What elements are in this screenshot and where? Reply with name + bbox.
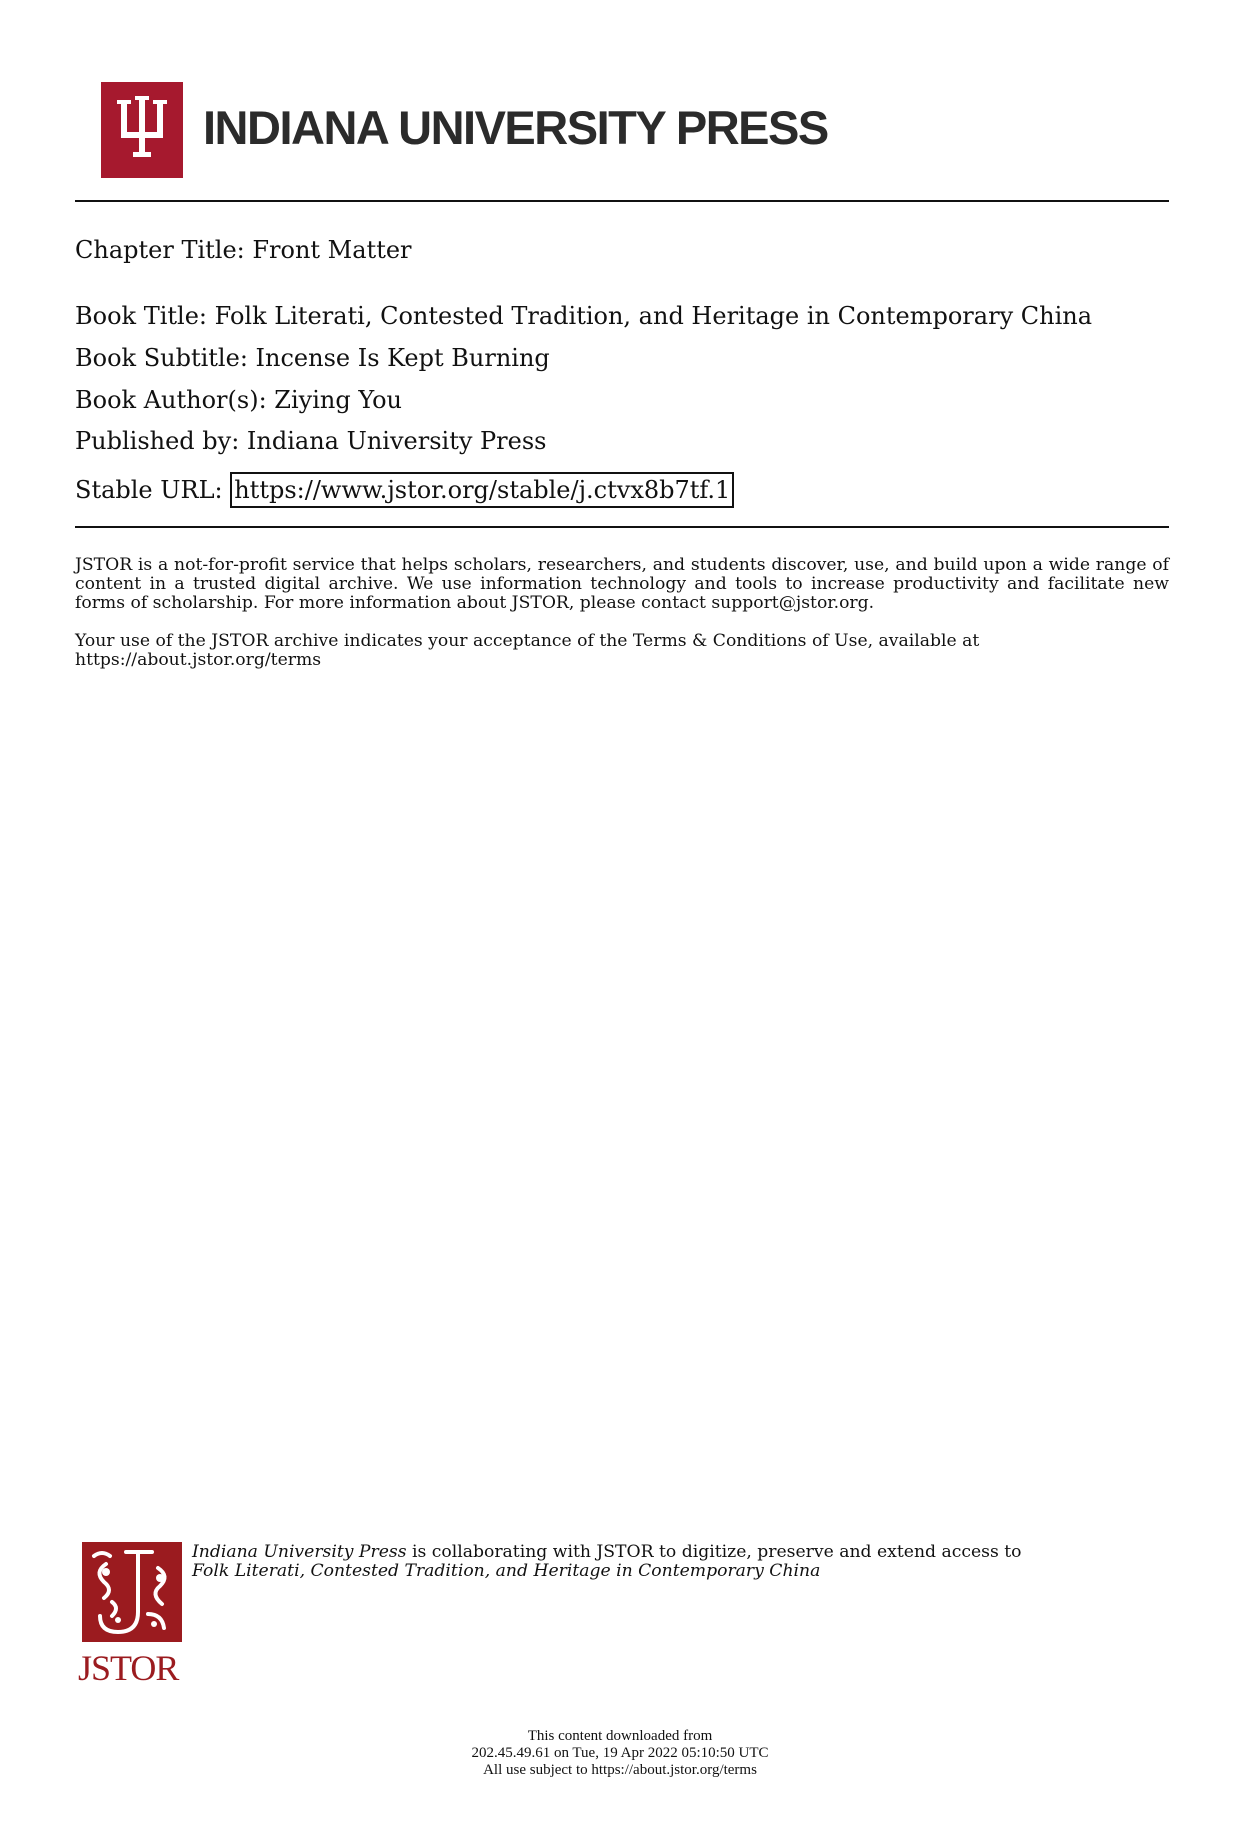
bottom-divider bbox=[75, 526, 1169, 528]
book-authors: Book Author(s): Ziying You bbox=[75, 386, 402, 414]
stable-url-link[interactable]: https://www.jstor.org/stable/j.ctvx8b7tf.1 bbox=[230, 472, 734, 508]
stable-url-label: Stable URL: bbox=[75, 476, 231, 504]
jstor-logo bbox=[82, 1542, 182, 1642]
terms-paragraph bbox=[75, 632, 1169, 670]
terms-line: Your use of the JSTOR archive indicates your acceptance of the Terms & Conditions of Use, available at bbox=[75, 631, 980, 651]
iu-logo bbox=[101, 82, 183, 178]
published-by: Published by: Indiana University Press bbox=[75, 427, 547, 455]
book-italic: Folk Literati, Contested Tradition, and Heritage in Contemporary China bbox=[192, 1560, 821, 1581]
book-title: Book Title: Folk Literati, Contested Tradition, and Heritage in Contemporary China bbox=[75, 302, 1093, 330]
book-subtitle: Book Subtitle: Incense Is Kept Burning bbox=[75, 344, 550, 372]
footer-line-1: This content downloaded from bbox=[527, 1728, 713, 1744]
terms-link[interactable]: https://about.jstor.org/terms bbox=[75, 649, 322, 670]
footer-line-2: 202.45.49.61 on Tue, 19 Apr 2022 05:10:50 UTC bbox=[471, 1745, 769, 1761]
collaboration-text: is collaborating with JSTOR to digitize, preserve and extend access to bbox=[406, 1542, 1022, 1562]
stable-url-row bbox=[75, 472, 734, 508]
publisher-name: INDIANA UNIVERSITY PRESS bbox=[203, 101, 828, 154]
collaboration-line-1 bbox=[192, 1543, 1022, 1562]
jstor-ornament-icon bbox=[82, 1542, 182, 1642]
footer-line-3: All use subject to https://about.jstor.org/terms bbox=[483, 1762, 757, 1778]
about-jstor-paragraph: JSTOR is a not-for-profit service that helps scholars, researchers, and students discover, use, and build upon a wide range of content in a trusted digital archive. We use information technology and tools to increase productivity and facilitate new forms of scholarship. For more information about JSTOR, please contact support@jstor.org. bbox=[75, 555, 1169, 613]
chapter-title: Chapter Title: Front Matter bbox=[75, 236, 412, 264]
collaboration-note bbox=[192, 1543, 1022, 1581]
iu-trident-icon bbox=[101, 82, 183, 178]
publisher-italic: Indiana University Press bbox=[192, 1542, 407, 1562]
collaboration-line-2 bbox=[192, 1562, 1022, 1581]
top-divider bbox=[75, 200, 1169, 202]
jstor-wordmark: JSTOR bbox=[78, 1648, 179, 1688]
download-footer bbox=[320, 1728, 920, 1779]
